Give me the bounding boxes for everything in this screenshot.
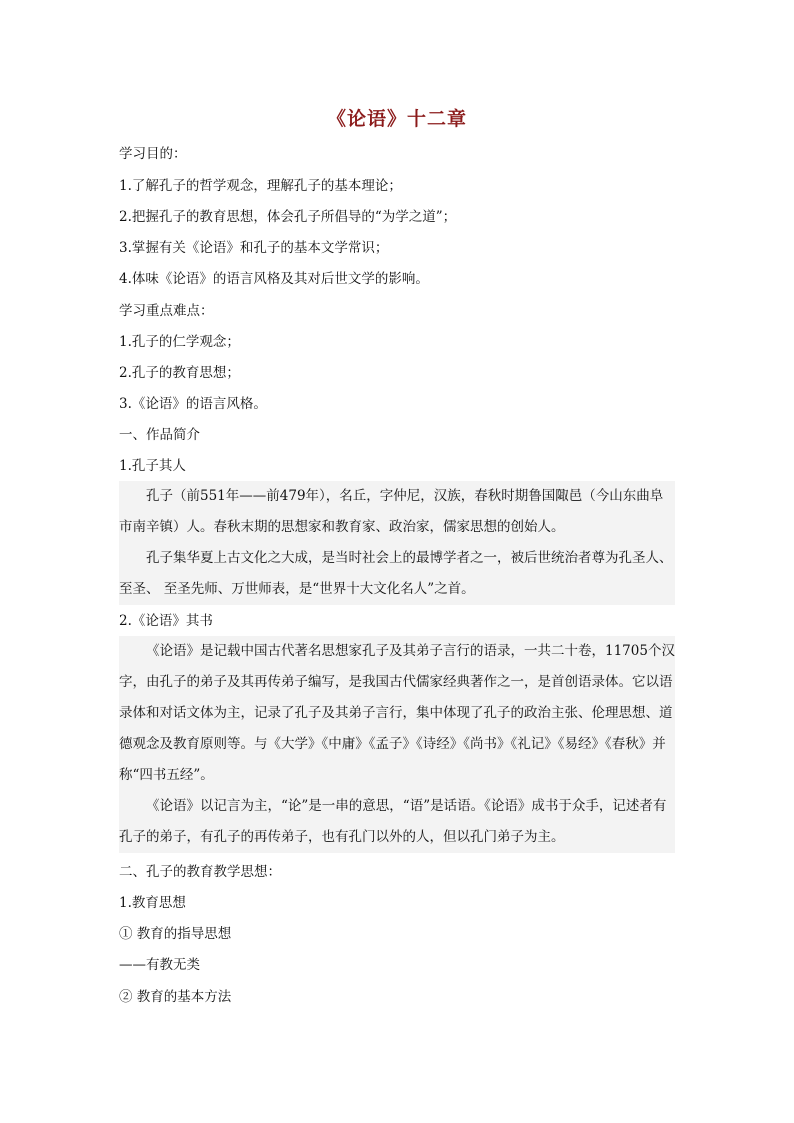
section1-sub1-heading: 1.孔子其人 [119,458,186,474]
analects-paragraph-1: 《论语》是记载中国古代著名思想家孔子及其弟子言行的语录，一共二十卷，11705个汉字，由孔子的弟子及其再传弟子编写，是我国古代儒家经典著作之一，是首创语录体。它以语录体和对话文体为主，记录了孔子及其弟子言行，集中体现了孔子的政治主张、伦理思想、道德观念及教育原则等。与《大学》《中庸》《孟子》《诗经》《尚书》《礼记》《易经》《春秋》并称“四书五经”。 [119,643,675,783]
education-item-2: ——有教无类 [119,957,200,973]
section1-sub2-heading: 2.《论语》其书 [119,613,213,629]
analects-paragraph-2: 《论语》以记言为主，“论”是一串的意思，“语”是话语。《论语》成书于众手，记述者有孔子的弟子，有孔子的再传弟子，也有孔门以外的人，但以孔门弟子为主。 [119,798,667,845]
section2-sub1-heading: 1.教育思想 [119,895,186,911]
goal-item-3: 3.掌握有关《论语》和孔子的基本文学常识； [119,240,389,256]
keypoint-item-2: 2.孔子的教育思想； [119,365,240,381]
confucius-intro-block [119,481,675,605]
goal-item-4: 4.体味《论语》的语言风格及其对后世文学的影响。 [119,271,429,287]
keypoints-heading: 学习重点难点： [119,303,214,319]
education-item-3: ② 教育的基本方法 [119,989,232,1005]
document-title: 《论语》十二章 [326,108,467,130]
confucius-paragraph-2: 孔子集华夏上古文化之大成，是当时社会上的最博学者之一，被后世统治者尊为孔圣人、至圣、 至圣先师、万世师表，是“世界十大文化名人”之首。 [119,550,673,597]
section1-heading: 一、作品简介 [119,427,200,443]
analects-intro-block [119,636,675,853]
education-item-1: ① 教育的指导思想 [119,926,232,942]
keypoint-item-1: 1.孔子的仁学观念； [119,334,240,350]
confucius-paragraph-1: 孔子（前551年——前479年），名丘，字仲尼，汉族，春秋时期鲁国陬邑（今山东曲阜市南辛镇）人。春秋末期的思想家和教育家、政治家，儒家思想的创始人。 [119,488,664,535]
goals-heading: 学习目的： [119,146,187,162]
keypoint-item-3: 3.《论语》的语言风格。 [119,396,267,412]
goal-item-2: 2.把握孔子的教育思想，体会孔子所倡导的“为学之道”； [119,209,457,225]
section2-heading: 二、孔子的教育教学思想： [119,864,281,880]
goal-item-1: 1.了解孔子的哲学观念，理解孔子的基本理论； [119,178,402,194]
